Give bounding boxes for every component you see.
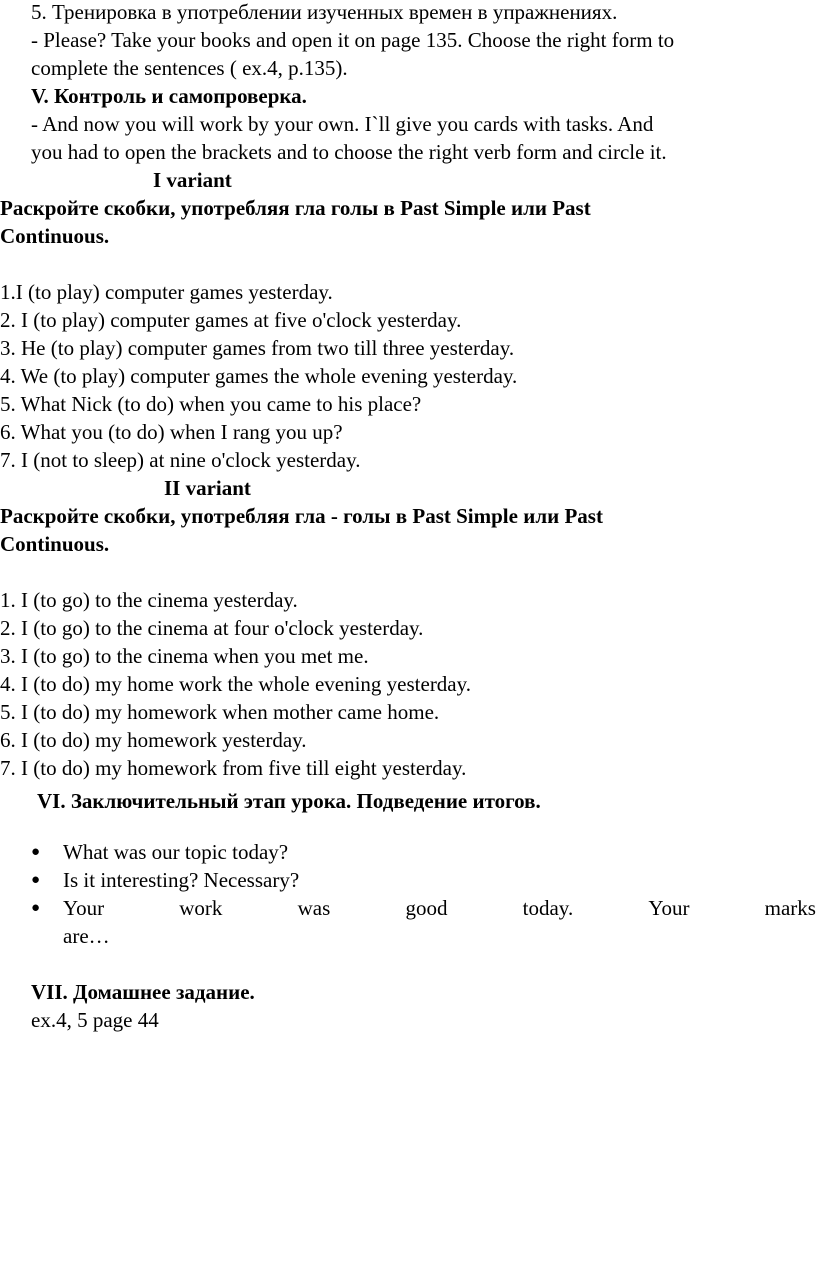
variant1-item: 6. What you (to do) when I rang you up? [0,420,343,444]
variant2-item: 3. I (to go) to the cinema when you met me. [0,644,369,668]
variant1-instruction-line-1: Раскройте скобки, употребляя гла голы в Past Simple или Past [0,196,591,220]
variant1-instruction-line-2: Continuous. [0,224,110,248]
section-homework-heading: VII. Домашнее задание. [31,980,255,1004]
bullet-icon: ● [31,900,41,916]
variant2-instruction-line-2: Continuous. [0,532,110,556]
variant1-item: 4. We (to play) computer games the whole evening yesterday. [0,364,518,388]
justified-word: Your [63,896,105,920]
variant2-item: 2. I (to go) to the cinema at four o'clock yesterday. [0,616,424,640]
variant2-item: 4. I (to do) my home work the whole evening yesterday. [0,672,472,696]
bullet-icon: ● [31,844,41,860]
section-training-line-1: - Please? Take your books and open it on page 135. Choose the right form to [31,28,675,52]
variant2-item: 6. I (to do) my homework yesterday. [0,728,307,752]
section-control-line-2: you had to open the brackets and to choose the right verb form and circle it. [31,140,667,164]
variant2-title: II variant [164,476,251,500]
justified-word: work [179,896,223,920]
final-bullet-item: What was our topic today? [63,840,289,864]
final-bullet-item: Is it interesting? Necessary? [63,868,300,892]
variant1-item: 2. I (to play) computer games at five o'clock yesterday. [0,308,462,332]
justified-word: today. [522,896,574,920]
variant1-title: I variant [153,168,232,192]
section-control-heading: V. Контроль и самопроверка. [31,84,307,108]
variant2-instruction-line-1: Раскройте скобки, употребляя гла - голы в Past Simple или Past [0,504,603,528]
section-training-heading: 5. Тренировка в употреблении изученных времен в упражнениях. [31,0,618,24]
variant1-item: 3. He (to play) computer games from two till three yesterday. [0,336,515,360]
justified-word: good [405,896,448,920]
final-bullet-item-justified [63,894,816,922]
section-training-line-2: complete the sentences ( ex.4, p.135). [31,56,348,80]
section-control-line-1: - And now you will work by your own. I`ll give you cards with tasks. And [31,112,654,136]
final-bullet-item-continuation: are… [63,924,110,948]
variant2-item: 7. I (to do) my homework from five till eight yesterday. [0,756,467,780]
section-homework-text: ex.4, 5 page 44 [31,1008,159,1032]
section-final-heading: VI. Заключительный этап урока. Подведение итогов. [37,789,541,813]
justified-word: Your [648,896,690,920]
justified-word: marks [764,896,816,920]
variant1-item: 5. What Nick (to do) when you came to his place? [0,392,422,416]
variant1-item: 1.I (to play) computer games yesterday. [0,280,333,304]
justified-word: was [297,896,331,920]
variant1-item: 7. I (not to sleep) at nine o'clock yesterday. [0,448,361,472]
variant2-item: 1. I (to go) to the cinema yesterday. [0,588,298,612]
bullet-icon: ● [31,872,41,888]
variant2-item: 5. I (to do) my homework when mother came home. [0,700,440,724]
